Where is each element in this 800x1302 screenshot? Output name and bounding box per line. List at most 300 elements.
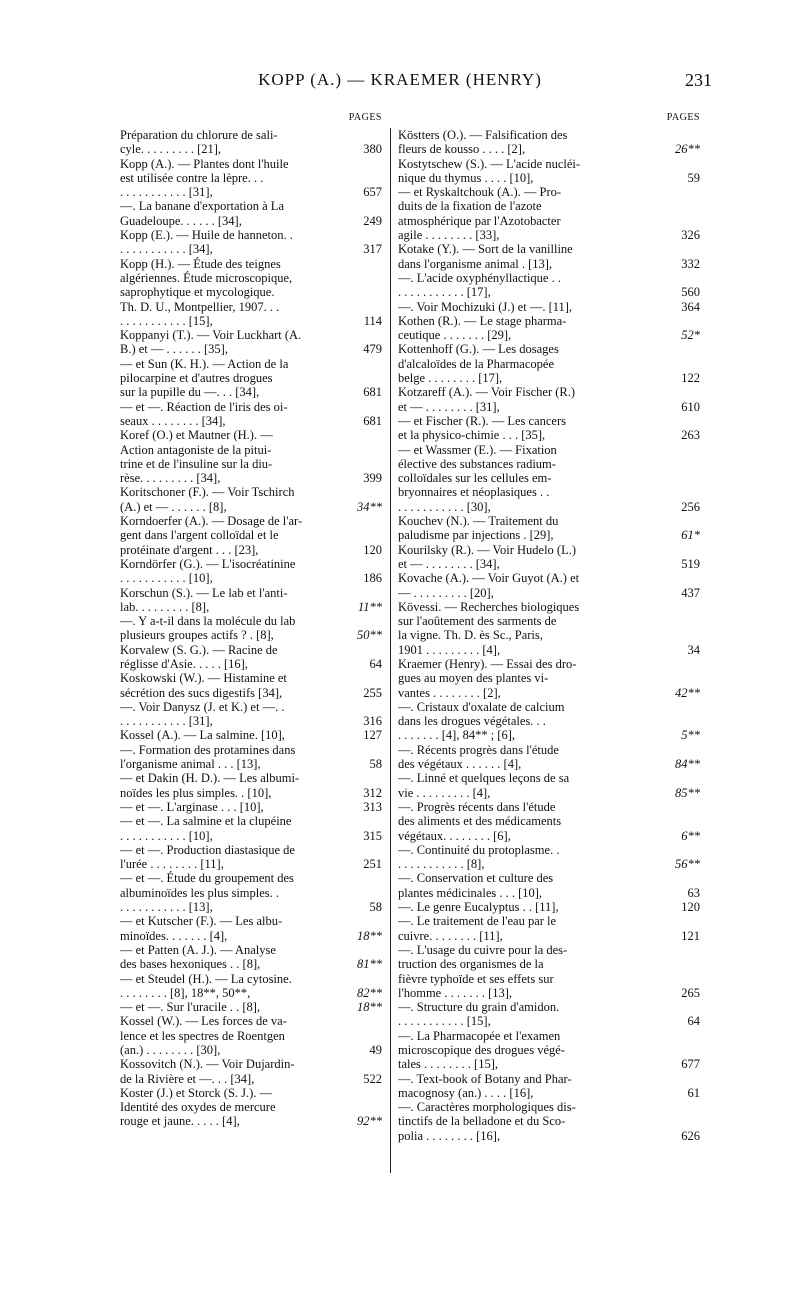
index-line-text: . . . . . . . . . . . [10],	[120, 571, 213, 586]
index-line-text: élective des substances radium-	[398, 456, 556, 471]
index-line	[398, 829, 700, 843]
index-line-page	[656, 600, 700, 614]
index-line-text: albuminoïdes les plus simples. .	[120, 885, 280, 900]
index-line	[120, 843, 382, 857]
index-line	[120, 886, 382, 900]
index-line	[120, 643, 382, 657]
index-line-page	[656, 471, 700, 485]
index-line-text: l'urée . . . . . . . . [11],	[120, 857, 224, 872]
index-line-page	[336, 1057, 382, 1071]
index-line-text: — et —. La salmine et la clupéine	[120, 814, 292, 829]
index-line-text: cyle. . . . . . . . . [21],	[120, 142, 222, 157]
index-line	[398, 128, 700, 142]
index-line-page: 92**	[357, 1114, 382, 1129]
index-line-page	[336, 128, 382, 142]
index-line-page: 34	[687, 642, 700, 657]
index-line	[398, 757, 700, 771]
index-line-page	[336, 1086, 382, 1100]
index-line-page: 42**	[675, 685, 700, 700]
index-line-text: est utilisée contre la lèpre. . .	[120, 170, 264, 185]
index-line	[398, 485, 700, 499]
index-line-text: vie . . . . . . . . . [4],	[398, 785, 491, 800]
index-line	[398, 1043, 700, 1057]
index-line	[120, 385, 382, 399]
index-line	[120, 1000, 382, 1014]
index-line-text: —. Le genre Eucalyptus . . [11],	[398, 900, 559, 915]
index-line-text: truction des organismes de la	[398, 957, 544, 972]
index-line-text: — et Sun (K. H.). — Action de la	[120, 356, 289, 371]
index-line-text: Kotzareff (A.). — Voir Fischer (R.)	[398, 385, 576, 400]
index-line-text: —. Y a-t-il dans la molécule du lab	[120, 614, 296, 629]
index-line-page: 256	[681, 499, 700, 514]
index-line-text: saprophytique et mycologique.	[120, 285, 275, 300]
index-line-text: . . . . . . . . . . . [34],	[120, 242, 213, 257]
index-line	[120, 1014, 382, 1028]
index-line-page	[656, 485, 700, 499]
index-line	[398, 457, 700, 471]
index-line-text: Korvalew (S. G.). — Racine de	[120, 642, 278, 657]
index-line-text: Köstters (O.). — Falsification des	[398, 128, 568, 142]
index-line-page	[656, 1043, 700, 1057]
index-line-page: 610	[681, 399, 700, 414]
index-line-page: 127	[363, 728, 382, 743]
index-line	[398, 786, 700, 800]
index-line-page: 122	[681, 371, 700, 386]
index-line	[398, 943, 700, 957]
index-line-text: Koster (J.) et Storck (S. J.). —	[120, 1085, 273, 1100]
index-line	[120, 300, 382, 314]
index-line	[120, 414, 382, 428]
index-line-text: la vigne. Th. D. ès Sc., Paris,	[398, 628, 543, 643]
left-column	[120, 108, 382, 1129]
index-line-page: 522	[363, 1071, 382, 1086]
index-line-page: 56**	[675, 857, 700, 872]
pages-column-label: PAGES	[348, 112, 382, 123]
index-line	[398, 500, 700, 514]
index-line-text: sur l'aoûtement des sarments de	[398, 614, 557, 629]
index-line	[398, 714, 700, 728]
index-line-text: minoïdes. . . . . . . [4],	[120, 928, 228, 943]
index-line	[398, 257, 700, 271]
index-line-text: . . . . . . . . . . . [15],	[120, 313, 213, 328]
index-line-text: B.) et — . . . . . . [35],	[120, 342, 228, 357]
index-line-text: (an.) . . . . . . . . [30],	[120, 1043, 221, 1057]
index-line	[398, 171, 700, 185]
index-line-text: . . . . . . . . . . . [13],	[120, 900, 213, 915]
index-line-page	[656, 214, 700, 228]
index-line-text: plusieurs groupes actifs ? . [8],	[120, 628, 274, 643]
index-line-page: 82**	[357, 985, 382, 1000]
index-line-text: Kotake (Y.). — Sort de la vanilline	[398, 242, 573, 257]
index-line	[398, 357, 700, 371]
index-line-page: 380	[363, 142, 382, 157]
index-line	[398, 428, 700, 442]
index-line	[398, 199, 700, 213]
index-line-page	[336, 300, 382, 314]
index-line-page	[336, 557, 382, 571]
index-line	[120, 485, 382, 499]
index-line-page	[656, 314, 700, 328]
index-line-page: 5**	[681, 728, 700, 743]
index-line-page: 120	[681, 900, 700, 915]
index-line-page: 519	[681, 556, 700, 571]
index-line	[398, 185, 700, 199]
index-line-text: fleurs de kousso . . . . [2],	[398, 142, 526, 157]
index-line-page	[656, 814, 700, 828]
index-line-page	[336, 328, 382, 342]
index-line	[120, 557, 382, 571]
index-line-text: atmosphérique par l'Azotobacter	[398, 213, 561, 228]
index-line	[398, 371, 700, 385]
index-line-page	[336, 171, 382, 185]
index-line-page	[336, 528, 382, 542]
column-divider	[390, 128, 391, 1173]
index-line	[120, 1043, 382, 1057]
index-line-page	[656, 128, 700, 142]
index-line	[120, 972, 382, 986]
running-head: KOPP (A.) — KRAEMER (HENRY)	[258, 70, 542, 89]
index-line-text: (A.) et — . . . . . . [8],	[120, 499, 227, 514]
index-line	[398, 571, 700, 585]
index-line-page	[336, 357, 382, 371]
index-line	[120, 128, 382, 142]
index-line-text: Kourilsky (R.). — Voir Hudelo (L.)	[398, 542, 576, 557]
index-line-text: rèse. . . . . . . . . [34],	[120, 471, 221, 486]
index-line-page: 681	[363, 385, 382, 400]
index-line-text: ceutique . . . . . . . [29],	[398, 328, 512, 343]
index-line	[398, 628, 700, 642]
index-line-page	[336, 943, 382, 957]
index-line-page	[656, 414, 700, 428]
index-line-page: 186	[363, 571, 382, 586]
index-line-page: 114	[363, 313, 382, 328]
index-line-text: —. La banane d'exportation à La	[120, 199, 284, 214]
index-line-page	[336, 886, 382, 900]
index-line-text: nique du thymus . . . . [10],	[398, 170, 534, 185]
index-line-page: 61	[687, 1085, 700, 1100]
index-line	[398, 471, 700, 485]
index-line	[120, 700, 382, 714]
index-line-page	[656, 714, 700, 728]
left-entries	[120, 128, 382, 1129]
index-line-text: des végétaux . . . . . . [4],	[398, 757, 522, 772]
index-line-page	[656, 800, 700, 814]
index-line-text: —. Caractères morphologiques dis-	[398, 1100, 576, 1115]
index-line-page	[336, 972, 382, 986]
index-line-text: Kothen (R.). — Le stage pharma-	[398, 313, 567, 328]
index-line-page: 120	[363, 542, 382, 557]
index-line-page: 59	[687, 170, 700, 185]
index-line-text: —. L'acide oxyphényllactique . .	[398, 270, 561, 285]
index-line-text: . . . . . . . . . . . [17],	[398, 285, 491, 300]
index-line-page: 437	[681, 585, 700, 600]
index-line	[398, 671, 700, 685]
index-line-text: microscopique des drogues végé-	[398, 1043, 565, 1057]
index-line-text: Korschun (S.). — Le lab et l'anti-	[120, 585, 288, 600]
index-line-page: 317	[363, 242, 382, 257]
index-line-text: l'homme . . . . . . . [13],	[398, 985, 513, 1000]
index-line-page: 312	[363, 785, 382, 800]
index-line	[398, 157, 700, 171]
index-line	[398, 728, 700, 742]
index-line-text: — et Wassmer (E.). — Fixation	[398, 442, 557, 457]
index-line-page	[656, 943, 700, 957]
index-line-text: —. Cristaux d'oxalate de calcium	[398, 699, 565, 714]
index-line	[120, 786, 382, 800]
index-line-page	[336, 485, 382, 499]
index-line-text: —. Le traitement de l'eau par le	[398, 914, 557, 929]
index-line	[398, 285, 700, 299]
index-line-text: . . . . . . . . . . . [8],	[398, 857, 485, 872]
index-line-text: tinctifs de la belladone et du Sco-	[398, 1114, 566, 1129]
index-line	[120, 657, 382, 671]
index-line-text: — et Patten (A. J.). — Analyse	[120, 942, 276, 957]
index-line-page: 479	[363, 342, 382, 357]
index-line-text: — et Kutscher (F.). — Les albu-	[120, 914, 283, 929]
index-line	[398, 1086, 700, 1100]
index-line-text: Kovache (A.). — Voir Guyot (A.) et	[398, 571, 580, 586]
index-line-page: 61*	[681, 528, 700, 543]
index-line	[398, 886, 700, 900]
index-line-page: 85**	[675, 785, 700, 800]
index-line-text: Identité des oxydes de mercure	[120, 1100, 276, 1115]
index-line	[120, 614, 382, 628]
index-line-page	[336, 157, 382, 171]
index-line-text: Kopp (E.). — Huile de hanneton. .	[120, 228, 293, 243]
index-line	[398, 900, 700, 914]
index-line	[398, 443, 700, 457]
index-line-page	[336, 1014, 382, 1028]
index-line	[398, 771, 700, 785]
index-line-text: bryonnaires et néoplasiques . .	[398, 485, 550, 500]
index-line	[120, 271, 382, 285]
index-line	[398, 314, 700, 328]
index-line	[120, 171, 382, 185]
index-line	[398, 586, 700, 600]
index-line-page	[656, 871, 700, 885]
index-line-text: colloïdales sur les cellules em-	[398, 471, 552, 486]
index-line-page	[336, 771, 382, 785]
index-line	[120, 671, 382, 685]
index-line-page	[656, 1029, 700, 1043]
index-line-text: . . . . . . . . . . . [30],	[398, 499, 491, 514]
index-line	[120, 743, 382, 757]
index-line-page: 34**	[357, 499, 382, 514]
index-line-text: —. L'usage du cuivre pour la des-	[398, 942, 568, 957]
index-line-text: Kopp (H.). — Étude des teignes	[120, 256, 281, 271]
index-line	[398, 328, 700, 342]
index-line-page	[656, 743, 700, 757]
index-line	[120, 914, 382, 928]
index-line-text: . . . . . . . [4], 84** ; [6],	[398, 728, 515, 743]
pages-column-label: PAGES	[666, 112, 700, 123]
index-line-text: . . . . . . . . . . . [15],	[398, 1014, 491, 1029]
index-line-text: —. Linné et quelques leçons de sa	[398, 771, 570, 786]
index-line-page: 64	[369, 656, 382, 671]
index-line-text: 1901 . . . . . . . . . [4],	[398, 642, 501, 657]
index-line-page	[336, 671, 382, 685]
index-line-text: —. Voir Mochizuki (J.) et —. [11],	[398, 299, 573, 314]
index-line-text: et — . . . . . . . . [34],	[398, 556, 500, 571]
index-line-page	[656, 657, 700, 671]
index-line-text: Kossel (W.). — Les forces de va-	[120, 1014, 287, 1029]
index-line-page: 560	[681, 285, 700, 300]
index-line-text: des bases hexoniques . . [8],	[120, 957, 261, 972]
index-line	[120, 1114, 382, 1128]
index-line	[120, 829, 382, 843]
index-line-page: 26**	[675, 142, 700, 157]
index-line-text: réglisse d'Asie. . . . . [16],	[120, 656, 248, 671]
index-line-page: 332	[681, 256, 700, 271]
index-line-page: 63	[687, 885, 700, 900]
right-entries	[398, 128, 700, 1143]
index-line-text: . . . . . . . . [8], 18**, 50**,	[120, 985, 251, 1000]
index-line	[398, 385, 700, 399]
index-line-page	[336, 643, 382, 657]
index-line	[120, 814, 382, 828]
index-line-page: 121	[681, 928, 700, 943]
index-line	[120, 328, 382, 342]
index-line	[398, 986, 700, 1000]
index-line-page: 84**	[675, 757, 700, 772]
index-line-text: sécrétion des sucs digestifs [34],	[120, 685, 283, 700]
index-line	[120, 1100, 382, 1114]
index-line-text: d'alcaloïdes de la Pharmacopée	[398, 356, 554, 371]
index-line-text: — et Dakin (H. D.). — Les albumi-	[120, 771, 300, 786]
index-line	[120, 357, 382, 371]
index-line-page: 50**	[357, 628, 382, 643]
index-line-text: —. Voir Danysz (J. et K.) et —. .	[120, 699, 285, 714]
index-line-page: 315	[363, 828, 382, 843]
index-line-page	[656, 457, 700, 471]
index-line-page: 64	[687, 1014, 700, 1029]
index-line-text: —. Formation des protamines dans	[120, 742, 296, 757]
index-line-page	[656, 514, 700, 528]
index-line-text: polia . . . . . . . . [16],	[398, 1128, 501, 1143]
index-line-text: — et —. Sur l'uracile . . [8],	[120, 1000, 261, 1015]
index-line	[398, 400, 700, 414]
index-line	[398, 528, 700, 542]
index-line-text: —. Continuité du protoplasme. .	[398, 842, 560, 857]
right-column	[398, 108, 700, 1143]
index-line-text: — et —. Réaction de l'iris des oi-	[120, 399, 288, 414]
index-line	[398, 214, 700, 228]
index-line-page	[656, 771, 700, 785]
index-line-page	[336, 457, 382, 471]
index-line-text: Préparation du chlorure de sali-	[120, 128, 278, 142]
index-line-text: . . . . . . . . . . . [31],	[120, 714, 213, 729]
index-line	[398, 1100, 700, 1114]
index-line-text: gent dans l'argent colloïdal et le	[120, 528, 279, 543]
index-line-text: Kraemer (Henry). — Essai des dro-	[398, 656, 577, 671]
index-line-page	[336, 614, 382, 628]
index-line-text: protéinate d'argent . . . [23],	[120, 542, 259, 557]
index-line-page: 326	[681, 228, 700, 243]
index-line-page	[656, 700, 700, 714]
index-line-text: paludisme par injections . [29],	[398, 528, 554, 543]
index-line-text: algériennes. Étude microscopique,	[120, 270, 293, 285]
index-line-text: Kövessi. — Recherches biologiques	[398, 599, 580, 614]
index-line	[120, 1029, 382, 1043]
index-line-text: Th. D. U., Montpellier, 1907. . .	[120, 299, 280, 314]
index-line-page	[656, 199, 700, 213]
index-line	[398, 342, 700, 356]
index-line	[398, 557, 700, 571]
index-line	[120, 1072, 382, 1086]
index-line-text: Kossovitch (N.). — Voir Dujardin-	[120, 1057, 295, 1072]
index-line-text: Kostytschew (S.). — L'acide nucléi-	[398, 156, 581, 171]
index-line	[120, 771, 382, 785]
index-line	[120, 471, 382, 485]
index-line	[120, 214, 382, 228]
index-line	[398, 142, 700, 156]
index-line	[120, 800, 382, 814]
index-line	[120, 686, 382, 700]
index-line-text: de la Rivière et —. . . [34],	[120, 1071, 255, 1086]
index-line	[120, 900, 382, 914]
index-line	[120, 943, 382, 957]
index-line	[120, 514, 382, 528]
index-line	[398, 300, 700, 314]
index-line-page	[656, 1072, 700, 1086]
index-line-page	[656, 271, 700, 285]
index-line-text: —. La Pharmacopée et l'examen	[398, 1028, 561, 1043]
index-line-text: sur la pupille du —. . . [34],	[120, 385, 260, 400]
index-line-page	[336, 228, 382, 242]
index-line-page	[656, 671, 700, 685]
index-line	[120, 586, 382, 600]
index-line-text: dans les drogues végétales. . .	[398, 714, 546, 729]
index-line-page	[656, 1000, 700, 1014]
index-line-text: Kossel (A.). — La salmine. [10],	[120, 728, 285, 743]
index-line	[398, 1014, 700, 1028]
index-line-page	[336, 428, 382, 442]
index-line-page: 626	[681, 1128, 700, 1143]
index-line-text: — et —. Production diastasique de	[120, 842, 295, 857]
index-line	[398, 1029, 700, 1043]
index-line	[398, 1057, 700, 1071]
index-line	[120, 428, 382, 442]
index-line-page: 313	[363, 799, 382, 814]
index-line	[120, 1086, 382, 1100]
index-line	[120, 528, 382, 542]
index-line	[398, 242, 700, 256]
index-line-page	[656, 543, 700, 557]
index-line-page	[336, 285, 382, 299]
index-line-page	[336, 843, 382, 857]
index-line-page: 11**	[357, 599, 382, 614]
index-line-page	[656, 157, 700, 171]
index-line-text: Korndoerfer (A.). — Dosage de l'ar-	[120, 514, 303, 529]
index-line	[120, 871, 382, 885]
index-line-text: Guadeloupe. . . . . . [34],	[120, 213, 242, 228]
index-line-page: 49	[369, 1043, 382, 1057]
index-line-text: des aliments et des médicaments	[398, 814, 562, 829]
index-line-page	[336, 1100, 382, 1114]
index-line-page: 316	[363, 714, 382, 729]
index-line	[398, 929, 700, 943]
index-line-page	[656, 443, 700, 457]
index-line	[398, 857, 700, 871]
index-line-text: Action antagoniste de la pitui-	[120, 442, 272, 457]
index-line	[120, 857, 382, 871]
index-line	[120, 371, 382, 385]
index-line-page: 18**	[357, 1000, 382, 1015]
index-line-page	[656, 185, 700, 199]
index-line-text: et — . . . . . . . . [31],	[398, 399, 500, 414]
index-line	[120, 257, 382, 271]
index-line	[398, 1000, 700, 1014]
